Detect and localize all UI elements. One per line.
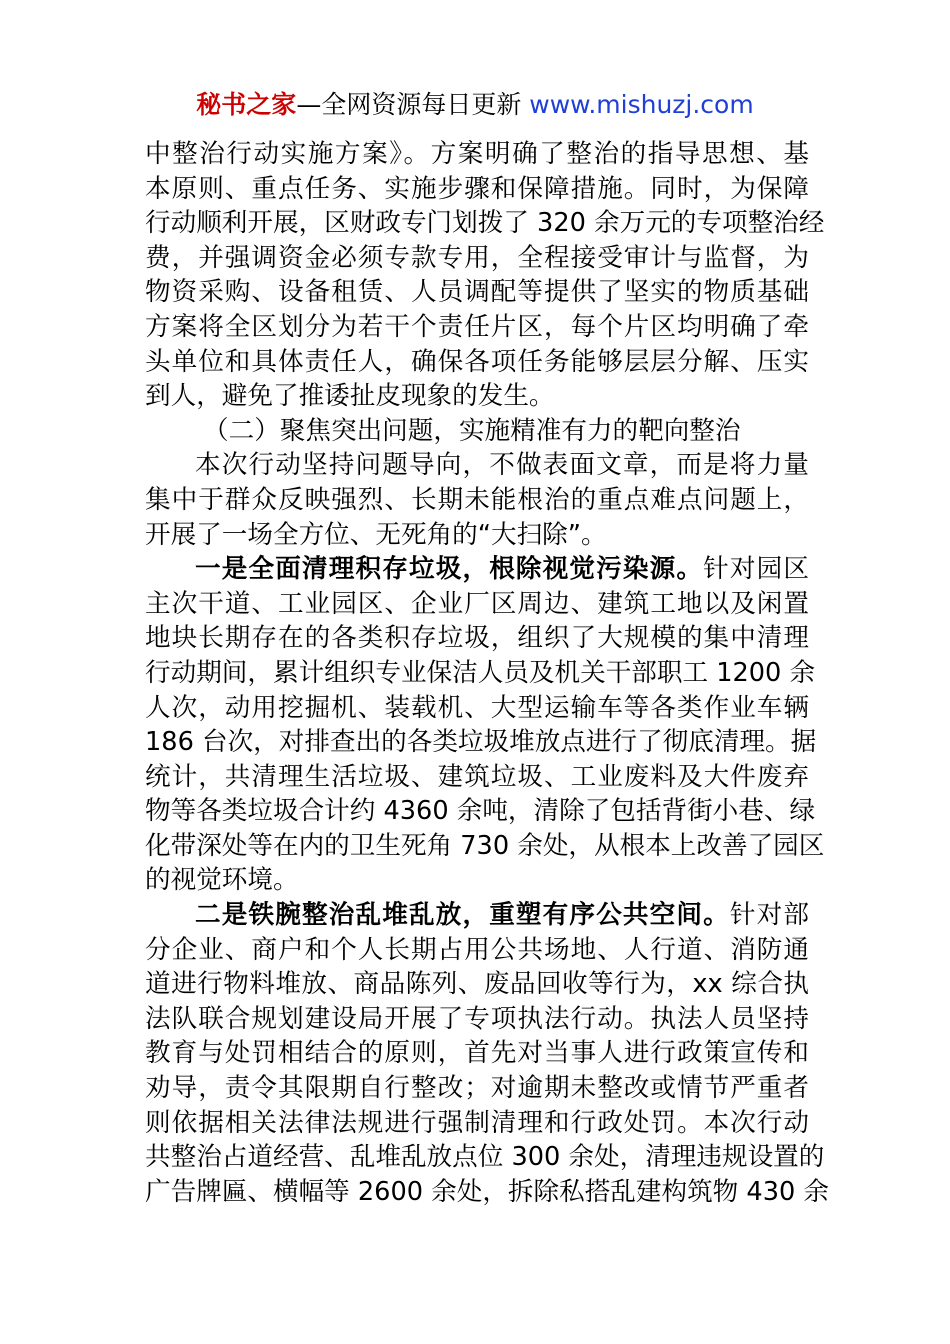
text-line: 化带深处等在内的卫生死角 730 余处，从根本上改善了园区 (145, 830, 825, 861)
header-tagline: —全网资源每日更新 (296, 90, 522, 119)
text-line: 道进行物料堆放、商品陈列、废品回收等行为，xx 综合执 (145, 969, 809, 1000)
text-line: 费，并强调资金必须专款专用，全程接受审计与监督，为 (145, 242, 809, 273)
text-fragment: 针对园区 (703, 554, 809, 585)
text-line: 主次干道、工业园区、企业厂区周边、建筑工地以及闲置 (145, 588, 809, 619)
paragraph-lead-bold: 一是全面清理积存垃圾，根除视觉污染源。 (195, 554, 704, 585)
paragraph-lead-bold: 二是铁腕整治乱堆乱放，重塑有序公共空间。 (195, 900, 730, 931)
text-line (145, 552, 809, 587)
text-line: 地块长期存在的各类积存垃圾，组织了大规模的集中清理 (145, 623, 809, 654)
paragraph-plan-overview (145, 137, 825, 414)
text-line: 头单位和具体责任人，确保各项任务能够层层分解、压实 (145, 346, 809, 377)
text-line: 统计，共清理生活垃圾、建筑垃圾、工业废料及大件废弃 (145, 761, 809, 792)
site-brand: 秘书之家 (196, 90, 297, 119)
text-fragment: 针对部 (729, 900, 809, 931)
text-line: 行动期间，累计组织专业保洁人员及机关干部职工 1200 余 (145, 657, 816, 688)
section-subheading: （二）聚焦突出问题，实施精准有力的靶向整治 (203, 415, 741, 446)
paragraph-clutter-rectification (145, 898, 829, 1209)
text-line: 集中于群众反映强烈、长期未能根治的重点难点问题上， (145, 484, 809, 515)
paragraph-problem-focus (145, 448, 809, 552)
text-line: 中整治行动实施方案》。方案明确了整治的指导思想、基 (145, 139, 809, 169)
text-line: 186 台次，对排查出的各类垃圾堆放点进行了彻底清理。据 (145, 727, 817, 758)
paragraph-garbage-cleanup (145, 552, 825, 898)
text-line: 的视觉环境。 (145, 865, 299, 896)
text-line: 劝导，责令其限期自行整改；对逾期未整改或情节严重者 (145, 1073, 809, 1104)
site-url-link[interactable]: www.mishuzj.com (529, 90, 754, 119)
text-line (145, 898, 809, 933)
text-line: 本原则、重点任务、实施步骤和保障措施。同时，为保障 (145, 173, 809, 204)
text-line: 本次行动坚持问题导向，不做表面文章，而是将力量 (195, 450, 809, 481)
text-line: 广告牌匾、横幅等 2600 余处，拆除私搭乱建构筑物 430 余 (145, 1176, 829, 1207)
text-line: 教育与处罚相结合的原则，首先对当事人进行政策宣传和 (145, 1038, 809, 1069)
text-line: 人次，动用挖掘机、装载机、大型运输车等各类作业车辆 (145, 692, 809, 723)
document-body (145, 137, 829, 1209)
text-line: 行动顺利开展，区财政专门划拨了 320 余万元的专项整治经 (145, 208, 825, 239)
text-line: 法队联合规划建设局开展了专项执法行动。执法人员坚持 (145, 1003, 809, 1034)
text-line: 则依据相关法律法规进行强制清理和行政处罚。本次行动 (145, 1107, 809, 1138)
text-line: 共整治占道经营、乱堆乱放点位 300 余处，清理违规设置的 (145, 1142, 825, 1173)
text-line: 分企业、商户和个人长期占用公共场地、人行道、消防通 (145, 934, 809, 965)
text-line: 方案将全区划分为若干个责任片区，每个片区均明确了牵 (145, 311, 809, 342)
text-line: 物等各类垃圾合计约 4360 余吨，清除了包括背街小巷、绿 (145, 796, 816, 827)
text-line: 到人，避免了推诿扯皮现象的发生。 (145, 381, 555, 412)
text-line: 开展了一场全方位、无死角的“大扫除”。 (145, 519, 607, 550)
page-header (0, 88, 950, 122)
text-line: 物资采购、设备租赁、人员调配等提供了坚实的物质基础 (145, 277, 809, 308)
